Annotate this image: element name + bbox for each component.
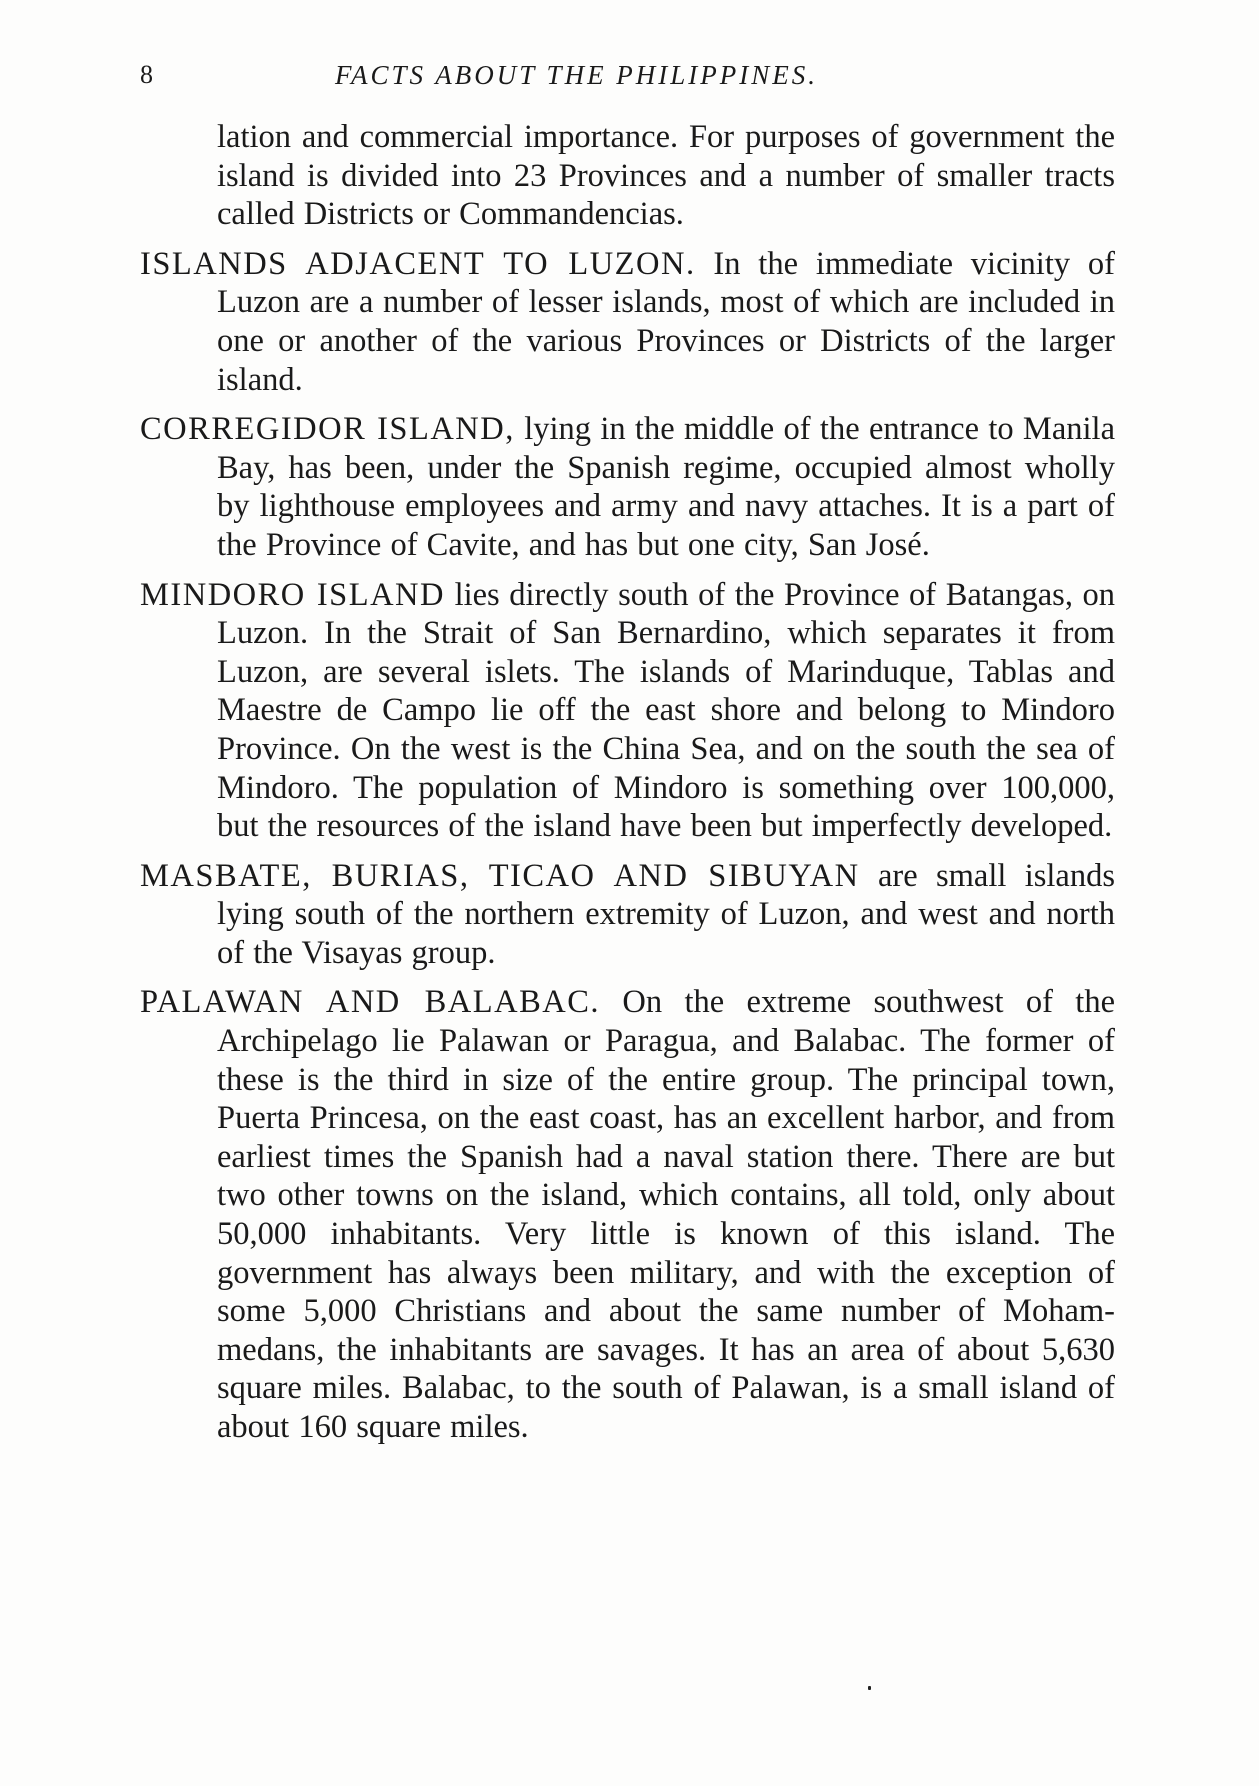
paragraph-palawan bbox=[140, 983, 1115, 1446]
paragraph-text: In the immediate vicinity of Luzon are a number of lesser islands, most of which are included in one or another of the various Provinces or Districts of the larger island. bbox=[217, 245, 1115, 398]
paragraph-heading: ISLANDS ADJACENT TO LUZON. bbox=[140, 245, 696, 282]
running-head bbox=[140, 60, 1100, 100]
paragraph-mindoro bbox=[140, 576, 1115, 846]
page-number: 8 bbox=[140, 60, 153, 89]
paragraph-islands-adjacent bbox=[140, 245, 1115, 399]
paragraph-heading: CORREGIDOR ISLAND, bbox=[140, 411, 515, 448]
ink-speck bbox=[868, 1686, 871, 1690]
paragraph-text: lying in the middle of the entrance to Manila Bay, has been, under the Spanish regime, occupied almost wholly by lighthouse employees and army and navy attaches. It is a part of the Province of Cavite, and has but one city, San José. bbox=[217, 411, 1115, 563]
paragraph-heading: PALAWAN AND BALABAC. bbox=[140, 984, 601, 1021]
paragraph-heading: MINDORO ISLAND bbox=[140, 576, 446, 613]
paragraph-corregidor bbox=[140, 410, 1115, 564]
paragraph-text: lation and commercial importance. For purposes of government the island is divided into 23 Provinces and a number of smaller tracts called Districts or Commandencias. bbox=[217, 119, 1115, 233]
paragraph-text: lies directly south of the Province of Batangas, on Luzon. In the Strait of San Bernardino, which separates it from Luzon, are several islets. The islands of Marinduque, Tablas and Maestre de Campo lie off the east shore and belong to Mindoro Province. On the west is the China Sea, and on the south the sea of Mindoro. The population of Mindoro is something over 100,000, but the resources of the island have been but imperfectly developed. bbox=[217, 576, 1116, 845]
paragraph-luzon-continued bbox=[140, 118, 1115, 234]
body-text bbox=[140, 118, 1115, 1458]
running-title: FACTS ABOUT THE PHILIPPINES. bbox=[335, 60, 819, 90]
paragraph-masbate bbox=[140, 857, 1115, 973]
paragraph-text: are small islands lying south of the northern extremity of Luzon, and west and north of the Visayas group. bbox=[217, 857, 1115, 971]
paragraph-text: On the extreme southwest of the Archipelago lie Palawan or Paragua, and Balabac. The former of these is the third in size of the entire group. The principal town, Puerta Princesa, on the east coast, has an excellent harbor, and from earliest times the Spanish had a naval station there. There are but two other towns on the island, which contains, all told, only about 50,000 inhabitants. Very little is known of this island. The government has always been military, and with the exception of some 5,000 Christians and about the same number of Mohammedans, the inhabitants are savages. It has an area of about 5,630 square miles. Balabac, to the south of Palawan, is a small island of about 160 square miles. bbox=[217, 984, 1116, 1445]
paragraph-heading: MASBATE, BURIAS, TICAO AND SIBUYAN bbox=[140, 857, 860, 894]
